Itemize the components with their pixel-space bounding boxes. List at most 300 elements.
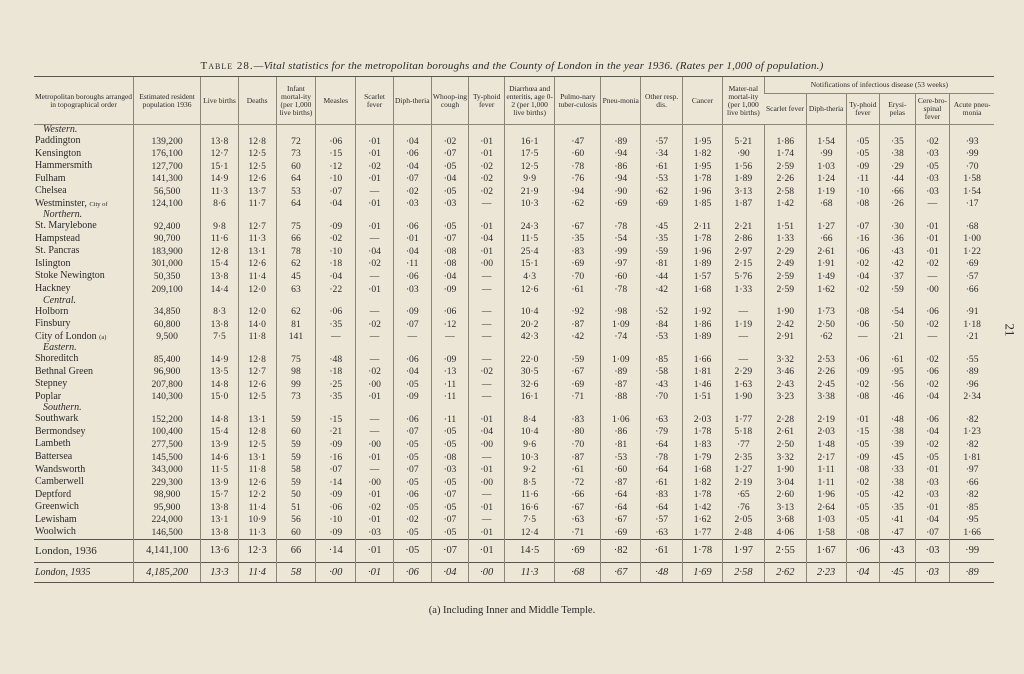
table-cell: 11·4 [238,270,276,283]
table-cell: 124,100 [134,198,201,211]
table-cell: ·18 [316,258,356,271]
table-cell: — [431,331,469,344]
borough-name [34,501,134,514]
table-cell: 58 [276,562,316,582]
borough-label: Lambeth [35,438,71,450]
table-cell: 140,300 [134,391,201,404]
table-cell: ·14 [316,539,356,562]
borough-name [34,160,134,173]
table-cell: 301,000 [134,258,201,271]
table-cell: ·69 [555,539,601,562]
table-cell: ·21 [880,331,916,344]
table-cell: ·48 [316,353,356,366]
table-cell: ·38 [880,426,916,439]
table-cell: ·82 [950,489,994,502]
group-name: Central. [43,295,77,306]
table-row [34,514,994,527]
table-cell: 2·53 [806,353,846,366]
header-live-births: Live births [201,77,239,125]
table-row [34,283,994,296]
table-cell: 11·6 [201,233,239,246]
table-cell: ·99 [950,148,994,161]
table-cell: ·34 [641,148,683,161]
table-cell: ·04 [316,198,356,211]
group-spacer [316,210,356,220]
table-cell: ·41 [880,514,916,527]
borough-label: Kensington [35,147,82,159]
table-cell: 8·4 [504,413,554,426]
table-cell: 12·7 [201,148,239,161]
table-cell: ·05 [431,476,469,489]
table-cell: ·66 [806,233,846,246]
table-cell: ·01 [356,562,394,582]
table-cell: — [722,353,764,366]
table-cell: 81 [276,318,316,331]
group-spacer [722,210,764,220]
table-cell: 1·19 [806,185,846,198]
table-cell: 8·6 [201,198,239,211]
table-cell: 10·9 [238,514,276,527]
table-cell: ·02 [316,233,356,246]
group-spacer [316,125,356,136]
table-cell: 11·3 [238,526,276,539]
table-cell: ·81 [641,258,683,271]
table-cell: ·89 [950,562,994,582]
borough-label: Battersea [35,451,73,463]
table-cell: 2·29 [722,366,764,379]
borough-label: Chelsea [35,185,67,197]
table-cell: 12·8 [238,135,276,148]
table-cell: ·04 [316,270,356,283]
table-cell: ·78 [601,283,641,296]
table-cell: ·04 [356,245,394,258]
table-row [34,306,994,319]
table-cell: ·25 [316,378,356,391]
group-spacer [880,210,916,220]
borough-name [34,233,134,246]
table-cell: ·09 [316,526,356,539]
table-cell: ·08 [431,258,469,271]
table-cell: ·21 [316,426,356,439]
table-cell: 12·5 [238,391,276,404]
table-cell: ·00 [356,438,394,451]
table-cell: 4,185,200 [134,562,201,582]
table-cell: ·83 [555,413,601,426]
table-cell: 64 [276,198,316,211]
table-cell: 224,000 [134,514,201,527]
table-cell: ·13 [431,366,469,379]
table-cell: 1·89 [722,173,764,186]
group-spacer [356,296,394,306]
table-cell: 3·13 [722,185,764,198]
table-cell: 62 [276,306,316,319]
table-cell: 92,400 [134,220,201,233]
group-spacer [601,343,641,353]
table-cell: 2·50 [806,318,846,331]
table-cell: ·87 [555,451,601,464]
table-cell: ·03 [393,198,431,211]
group-spacer [469,210,505,220]
table-cell: — [469,318,505,331]
table-cell: 1·85 [683,198,723,211]
table-cell: ·09 [431,353,469,366]
table-cell: 2·64 [806,501,846,514]
table-cell: ·05 [915,451,950,464]
table-cell: ·05 [393,438,431,451]
borough-name [34,270,134,283]
table-cell: ·06 [393,413,431,426]
table-cell: 5·76 [722,270,764,283]
table-cell: ·05 [393,526,431,539]
table-cell: 78 [276,245,316,258]
header-notif-erysipelas: Erysi-pelas [880,94,916,125]
table-cell: ·63 [555,514,601,527]
footnote: (a) Including Inner and Middle Temple. [428,605,596,616]
borough-name [34,306,134,319]
table-cell: ·61 [555,283,601,296]
table-cell: 2·26 [806,366,846,379]
table-rates-note: (Rates per 1,000 of population.) [675,60,824,72]
table-cell: ·05 [846,514,880,527]
table-cell: ·05 [393,476,431,489]
table-cell: ·26 [880,198,916,211]
table-cell: 11·8 [238,464,276,477]
table-cell: ·52 [641,306,683,319]
group-row [34,343,994,353]
table-cell: ·08 [846,198,880,211]
table-cell: ·11 [431,413,469,426]
table-cell: ·61 [641,160,683,173]
table-cell: ·94 [601,173,641,186]
table-cell: 1·54 [950,185,994,198]
table-cell: 1·96 [683,185,723,198]
table-cell: 1·68 [683,464,723,477]
borough-name [34,426,134,439]
table-cell: ·78 [555,160,601,173]
table-cell: ·18 [316,366,356,379]
table-cell: 2·59 [764,160,806,173]
table-cell: ·79 [641,426,683,439]
table-cell: 2·19 [722,476,764,489]
table-cell: ·33 [880,464,916,477]
table-cell: ·05 [846,501,880,514]
table-cell: 7·5 [504,514,554,527]
table-cell: 1·95 [683,135,723,148]
table-cell: ·78 [641,451,683,464]
group-row [34,210,994,220]
group-spacer [806,296,846,306]
table-cell: 51 [276,501,316,514]
table-cell: ·07 [431,148,469,161]
group-spacer [555,210,601,220]
table-cell: ·06 [393,220,431,233]
table-cell: 60 [276,426,316,439]
table-cell: ·35 [880,501,916,514]
table-cell: 8·5 [504,476,554,489]
table-cell: ·45 [880,451,916,464]
table-cell: 1·90 [764,464,806,477]
group-spacer [683,125,723,136]
table-cell: 2·42 [764,318,806,331]
table-cell: 59 [276,413,316,426]
table-cell: 16·1 [504,391,554,404]
table-cell: ·04 [915,391,950,404]
borough-note: City of [89,200,108,208]
table-cell: 15·1 [201,160,239,173]
table-row [34,233,994,246]
group-spacer [555,343,601,353]
table-cell: ·04 [393,160,431,173]
table-cell: ·85 [641,353,683,366]
table-cell: 72 [276,135,316,148]
table-cell: 62 [276,258,316,271]
borough-label: Woolwich [35,526,76,538]
table-cell: 1·82 [683,148,723,161]
table-cell: 13·8 [201,318,239,331]
table-cell: ·85 [950,501,994,514]
table-cell: 146,500 [134,526,201,539]
table-cell: ·02 [469,173,505,186]
table-cell: ·42 [880,258,916,271]
table-cell: 12·4 [504,526,554,539]
table-cell: ·06 [393,562,431,582]
table-cell: 2·49 [764,258,806,271]
table-cell: ·00 [469,562,505,582]
table-cell: 2·23 [806,562,846,582]
table-cell: ·63 [641,413,683,426]
table-cell: 50,350 [134,270,201,283]
table-cell: 3·32 [764,451,806,464]
table-cell: 1·81 [950,451,994,464]
table-cell: 58 [276,464,316,477]
header-typhoid-fever: Ty-phoid fever [469,77,505,125]
table-cell: ·67 [555,220,601,233]
table-cell: ·84 [641,318,683,331]
table-cell: 34,850 [134,306,201,319]
group-spacer [356,210,394,220]
group-row [34,125,994,136]
table-cell: ·66 [950,283,994,296]
table-cell: ·00 [469,438,505,451]
table-cell: ·06 [915,413,950,426]
table-cell: 1·46 [683,378,723,391]
table-cell: 50 [276,489,316,502]
table-cell: ·61 [880,353,916,366]
table-cell: 1·67 [806,539,846,562]
group-name: Northern. [43,210,83,221]
group-spacer [555,125,601,136]
group-spacer [201,210,239,220]
table-cell: — [469,306,505,319]
table-cell: 14·9 [201,353,239,366]
borough-name [34,318,134,331]
table-cell: ·09 [846,451,880,464]
group-spacer [238,210,276,220]
table-cell: ·55 [950,353,994,366]
table-cell: ·87 [555,318,601,331]
table-cell: 3·23 [764,391,806,404]
table-cell: ·06 [316,135,356,148]
table-cell: 1·03 [806,160,846,173]
table-cell: 2·34 [950,391,994,404]
table-cell: ·46 [880,391,916,404]
table-cell: ·03 [431,464,469,477]
borough-label: Bermondsey [35,425,86,437]
table-cell: — [722,331,764,344]
borough-name [34,391,134,404]
table-cell: ·54 [880,306,916,319]
table-cell: ·07 [393,464,431,477]
table-cell: ·99 [950,539,994,562]
table-row [34,366,994,379]
table-cell: 12·5 [238,160,276,173]
table-row [34,391,994,404]
table-cell: 98,900 [134,489,201,502]
table-cell: ·04 [431,173,469,186]
table-row [34,185,994,198]
table-cell: ·05 [431,160,469,173]
table-cell: 73 [276,391,316,404]
table-cell: ·53 [641,331,683,344]
table-cell: ·45 [641,220,683,233]
table-cell: ·05 [431,220,469,233]
table-cell: 1·51 [683,391,723,404]
table-cell: 13·9 [201,476,239,489]
group-spacer [641,125,683,136]
table-cell: ·02 [431,135,469,148]
table-cell: ·07 [431,233,469,246]
table-cell: 42·3 [504,331,554,344]
table-cell: — [356,270,394,283]
table-cell: ·02 [915,353,950,366]
table-cell: ·67 [601,514,641,527]
group-spacer [641,403,683,413]
table-cell: ·66 [555,489,601,502]
header-diphtheria: Diph-theria [393,77,431,125]
table-cell: ·66 [950,476,994,489]
table-cell: ·09 [316,220,356,233]
table-cell: ·12 [316,160,356,173]
borough-name [34,148,134,161]
page-number: 21 [1002,323,1018,337]
table-cell: ·87 [601,476,641,489]
table-cell: ·48 [880,413,916,426]
table-cell: ·67 [555,501,601,514]
table-cell: 1·66 [683,353,723,366]
table-cell: ·11 [431,378,469,391]
table-cell: ·35 [316,318,356,331]
table-cell: 2·86 [722,233,764,246]
table-cell: ·82 [601,539,641,562]
table-cell: 2·62 [764,562,806,582]
table-cell: 15·7 [201,489,239,502]
table-cell: 2·60 [764,489,806,502]
table-cell: ·68 [806,198,846,211]
group-spacer [504,296,554,306]
table-cell: ·01 [469,501,505,514]
table-cell: ·06 [431,306,469,319]
table-row [34,353,994,366]
group-spacer [201,125,239,136]
table-row [34,173,994,186]
total-1936-row [34,539,994,562]
group-spacer [722,125,764,136]
table-cell: 25·4 [504,245,554,258]
table-cell: 152,200 [134,413,201,426]
table-cell: 98 [276,366,316,379]
table-cell: 5·18 [722,426,764,439]
table-cell: ·09 [316,438,356,451]
table-cell: 11·5 [504,233,554,246]
header-other-resp: Other resp. dis. [641,77,683,125]
table-cell: 63 [276,283,316,296]
table-cell: ·66 [880,185,916,198]
table-body [34,125,994,583]
group-spacer [504,210,554,220]
table-cell: ·56 [880,378,916,391]
table-cell: — [469,391,505,404]
table-cell: 1·24 [806,173,846,186]
table-cell: 16·1 [504,135,554,148]
table-row [34,489,994,502]
table-cell: ·06 [846,318,880,331]
table-cell: ·06 [393,489,431,502]
table-cell: ·92 [555,306,601,319]
borough-name [34,438,134,451]
table-cell: ·89 [950,366,994,379]
table-cell: ·16 [846,233,880,246]
table-cell: 1·91 [806,258,846,271]
borough-label: City of London [35,330,97,342]
borough-name [34,331,134,344]
table-cell: 14·9 [201,173,239,186]
table-cell: 11·3 [504,562,554,582]
table-cell: 1·63 [722,378,764,391]
table-cell: 1·92 [683,306,723,319]
table-cell: — [469,378,505,391]
group-spacer [393,125,431,136]
table-cell: 1·62 [683,514,723,527]
group-spacer [641,210,683,220]
group-spacer [764,125,806,136]
table-cell: 56,500 [134,185,201,198]
borough-label: Poplar [35,390,62,402]
table-cell: ·88 [601,391,641,404]
table-cell: 11·7 [238,198,276,211]
table-cell: 2·03 [806,426,846,439]
table-cell: ·50 [880,318,916,331]
table-cell: — [846,331,880,344]
table-cell: ·69 [555,258,601,271]
table-cell: 1·11 [806,464,846,477]
table-cell: ·01 [356,451,394,464]
table-cell: 11·8 [238,331,276,344]
table-cell: ·57 [641,514,683,527]
table-cell: — [469,489,505,502]
table-cell: 12·3 [238,539,276,562]
borough-note: (a) [99,333,107,341]
table-row [34,198,994,211]
table-cell: 2·45 [806,378,846,391]
table-cell: 1·89 [683,258,723,271]
group-spacer [880,125,916,136]
table-cell: 14·0 [238,318,276,331]
group-spacer [555,296,601,306]
group-spacer [393,403,431,413]
table-cell: ·03 [915,562,950,582]
table-cell: ·05 [846,148,880,161]
table-cell: 8·3 [201,306,239,319]
